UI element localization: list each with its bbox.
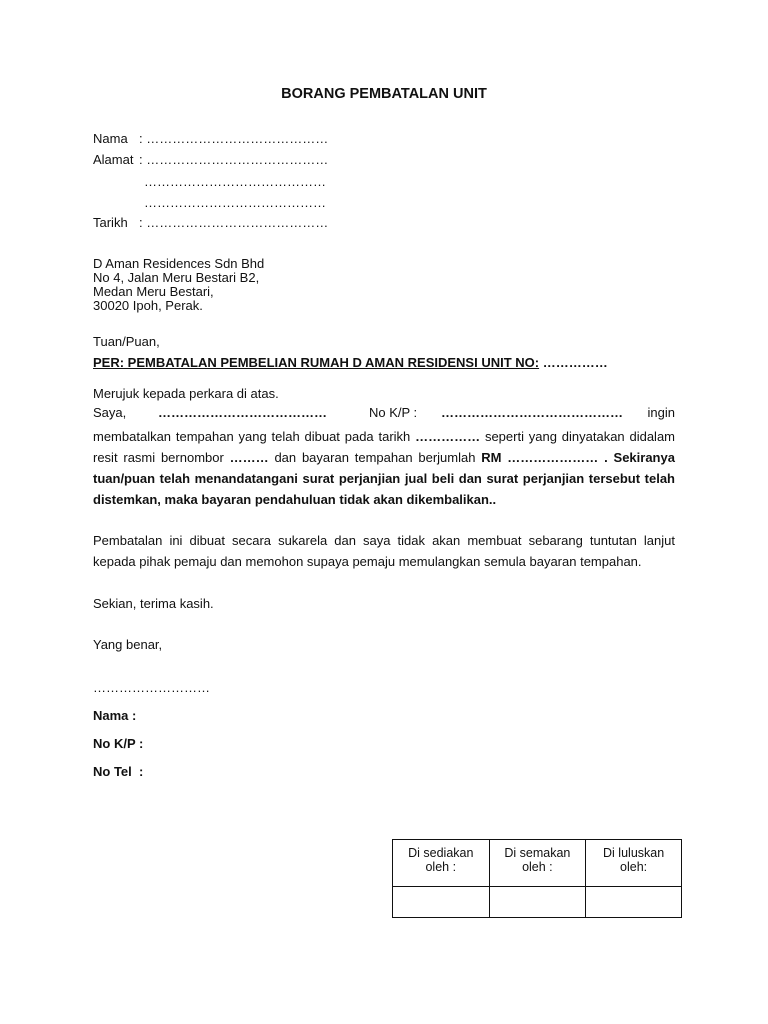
prepared-by-cell: Di sediakan oleh : <box>393 840 490 887</box>
saya-name-dots: ………………………………… <box>158 405 327 420</box>
signature-notel: No Tel : <box>93 764 144 779</box>
alamat-line-3: …………………………………… <box>144 195 326 210</box>
yang-benar: Yang benar, <box>93 637 163 652</box>
subject-unit-dots: …………… <box>542 355 608 370</box>
line3-receipt-dots: ……… <box>229 450 269 465</box>
body-paragraph-1 <box>93 426 675 510</box>
prepared-by-signature <box>393 887 490 918</box>
body-line-2 <box>93 426 675 447</box>
checked-by-cell: Di semakan oleh : <box>489 840 586 887</box>
alamat-line-2: …………………………………… <box>144 174 326 189</box>
saya-row <box>93 405 675 426</box>
recipient-address <box>93 257 264 313</box>
signature-nama: Nama : <box>93 708 137 723</box>
nokp-dots: …………………………………… <box>441 405 623 420</box>
nokp-label: No K/P : <box>369 405 418 420</box>
line3-text-a: resit rasmi bernombor <box>93 450 224 465</box>
line3-text-b: dan bayaran tempahan berjumlah <box>274 450 476 465</box>
alamat-value: : …………………………………… <box>139 152 329 167</box>
saya-label: Saya, <box>93 405 127 420</box>
approval-table <box>392 839 682 918</box>
approved-by-cell: Di luluskan oleh: <box>586 840 682 887</box>
signature-line: ……………………… <box>93 680 210 695</box>
ingin-word: ingin <box>647 405 675 420</box>
body-line-5: distemkan, maka bayaran pendahuluan tidak akan dikembalikan.. <box>93 492 497 507</box>
line2-text-a: membatalkan tempahan yang telah dibuat pada tarikh <box>93 429 411 444</box>
salutation: Tuan/Puan, <box>93 334 160 349</box>
signature-nokp: No K/P : <box>93 736 144 751</box>
line2-text-b: seperti yang dinyatakan didalam <box>484 429 676 444</box>
approved-by-signature <box>586 887 682 918</box>
recipient-line-4: 30020 Ipoh, Perak. <box>93 298 203 313</box>
checked-by-signature <box>489 887 586 918</box>
body-line-3 <box>93 447 675 468</box>
body-line-4: tuan/puan telah menandatangani surat perjanjian jual beli dan surat perjanjian tersebut telah <box>93 471 675 486</box>
nama-value: : …………………………………… <box>139 131 329 146</box>
alamat-label: Alamat <box>93 152 134 167</box>
subject-line <box>93 355 608 370</box>
nama-label: Nama <box>93 131 128 146</box>
subject-text: PER: PEMBATALAN PEMBELIAN RUMAH D AMAN RESIDENSI UNIT NO: <box>93 355 540 370</box>
form-title: BORANG PEMBATALAN UNIT <box>281 86 487 102</box>
line2-date-dots: …………… <box>415 429 481 444</box>
closing-text: Sekian, terima kasih. <box>93 596 214 611</box>
recipient-line-3: Medan Meru Bestari, <box>93 284 214 299</box>
paragraph-voluntary: Pembatalan ini dibuat secara sukarela dan saya tidak akan membuat sebarang tuntutan lanjut kepada pihak pemaju dan memohon supaya pemaju memulangkan semula bayaran tempahan. <box>93 533 675 569</box>
recipient-line-1: D Aman Residences Sdn Bhd <box>93 256 265 271</box>
tarikh-label: Tarikh <box>93 215 128 230</box>
approval-header-row <box>393 840 682 887</box>
recipient-line-2: No 4, Jalan Meru Bestari B2, <box>93 270 260 285</box>
paragraph-reference: Merujuk kepada perkara di atas. <box>93 386 279 401</box>
line3-amount: RM ………………… . Sekiranya <box>481 450 675 465</box>
tarikh-value: : …………………………………… <box>139 215 329 230</box>
approval-signature-row <box>393 887 682 918</box>
